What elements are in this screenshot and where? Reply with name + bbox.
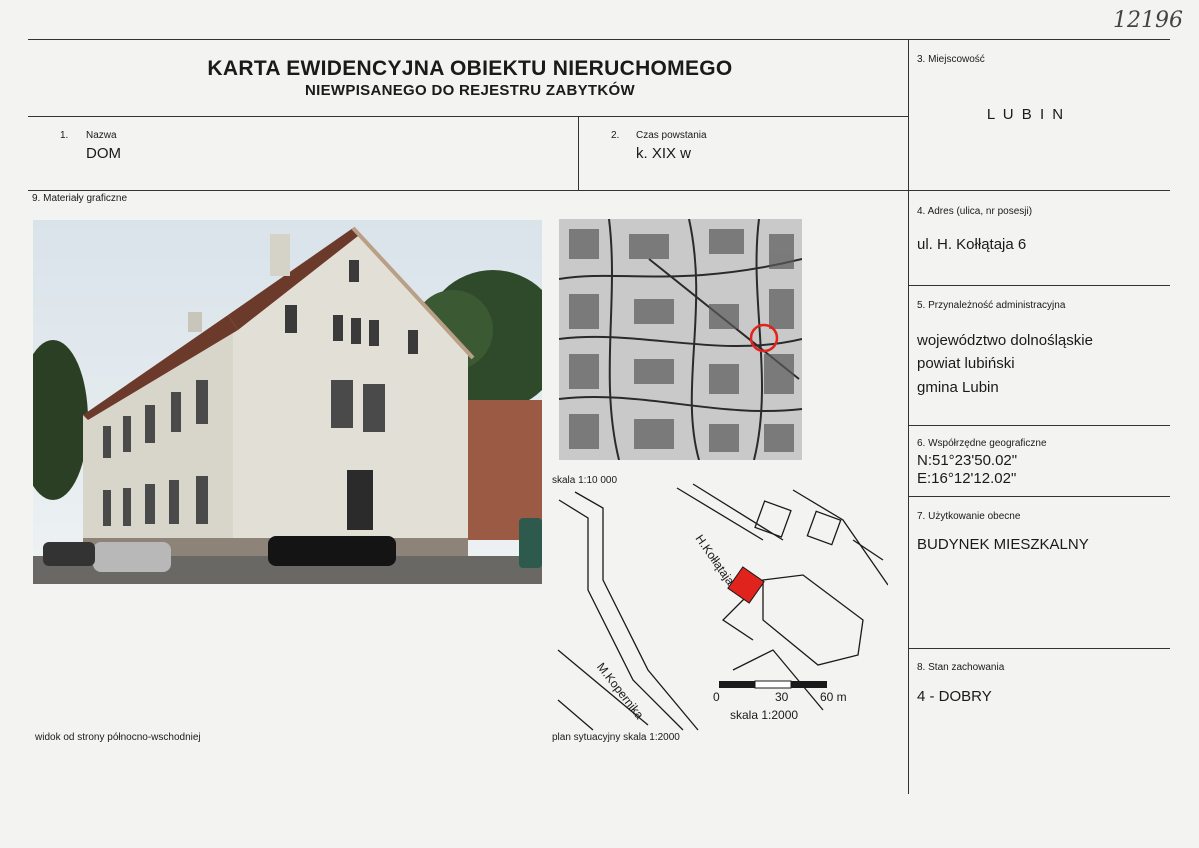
field-przynaleznosc-label: 5. Przynależność administracyjna bbox=[917, 300, 1066, 311]
right-column-divider bbox=[908, 39, 909, 794]
field-czas-number: 2. bbox=[611, 130, 620, 141]
photo-caption: widok od strony północno-wschodniej bbox=[35, 732, 201, 743]
field-przynaleznosc-line-2: powiat lubiński bbox=[917, 355, 1015, 372]
scale-tick-60: 60 m bbox=[820, 690, 847, 704]
right-divider-6 bbox=[908, 496, 1170, 497]
scale-tick-0: 0 bbox=[713, 690, 720, 704]
building-photo bbox=[33, 220, 542, 584]
field-wspolrzedne-n: N:51°23'50.02" bbox=[917, 452, 1018, 469]
field-wspolrzedne-label: 6. Współrzędne geograficzne bbox=[917, 438, 1047, 449]
right-divider-7 bbox=[908, 648, 1170, 649]
field-stan-label: 8. Stan zachowania bbox=[917, 662, 1005, 673]
scale-tick-30: 30 bbox=[775, 690, 789, 704]
building-marker bbox=[728, 567, 764, 603]
page-subtitle: NIEWPISANEGO DO REJESTRU ZABYTKÓW bbox=[305, 82, 635, 99]
field-czas-value: k. XIX w bbox=[636, 145, 692, 162]
header-bottom-line bbox=[28, 116, 908, 117]
right-divider-5 bbox=[908, 425, 1170, 426]
scan-number: 12196 bbox=[1113, 8, 1183, 33]
street-label-kollataja: H.Kołłątaja bbox=[692, 532, 738, 588]
page-title: KARTA EWIDENCYJNA OBIEKTU NIERUCHOMEGO bbox=[207, 57, 733, 80]
field-wspolrzedne-e: E:16°12'12.02" bbox=[917, 470, 1017, 487]
field-divider bbox=[578, 116, 579, 190]
field-nazwa-number: 1. bbox=[60, 130, 69, 141]
plan-caption: plan sytuacyjny skala 1:2000 bbox=[552, 732, 680, 743]
field-czas-label: Czas powstania bbox=[636, 130, 707, 141]
frame-top-line bbox=[28, 39, 1170, 40]
field-miejscowosc-value: L U B I N bbox=[986, 106, 1066, 123]
field-adres-value: ul. H. Kołłątaja 6 bbox=[917, 236, 1027, 253]
field-przynaleznosc-line-1: województwo dolnośląskie bbox=[917, 332, 1093, 349]
fields-bottom-line bbox=[28, 190, 1170, 191]
aerial-map-image bbox=[559, 219, 802, 460]
field-adres-label: 4. Adres (ulica, nr posesji) bbox=[917, 206, 1033, 217]
street-label-kopernika: M.Kopernika bbox=[593, 660, 647, 722]
field-uzytkowanie-value: BUDYNEK MIESZKALNY bbox=[917, 536, 1089, 553]
field-nazwa-value: DOM bbox=[86, 145, 121, 162]
plan-scale-label: skala 1:2000 bbox=[730, 708, 799, 722]
field-przynaleznosc-line-3: gmina Lubin bbox=[917, 379, 999, 396]
field-miejscowosc-label: 3. Miejscowość bbox=[917, 54, 985, 65]
field-nazwa-label: Nazwa bbox=[86, 130, 117, 141]
right-divider-4 bbox=[908, 285, 1170, 286]
map-scale-caption: skala 1:10 000 bbox=[552, 475, 618, 486]
field-materialy-label: 9. Materiały graficzne bbox=[32, 193, 128, 204]
field-uzytkowanie-label: 7. Użytkowanie obecne bbox=[917, 511, 1021, 522]
field-stan-value: 4 - DOBRY bbox=[917, 688, 992, 705]
